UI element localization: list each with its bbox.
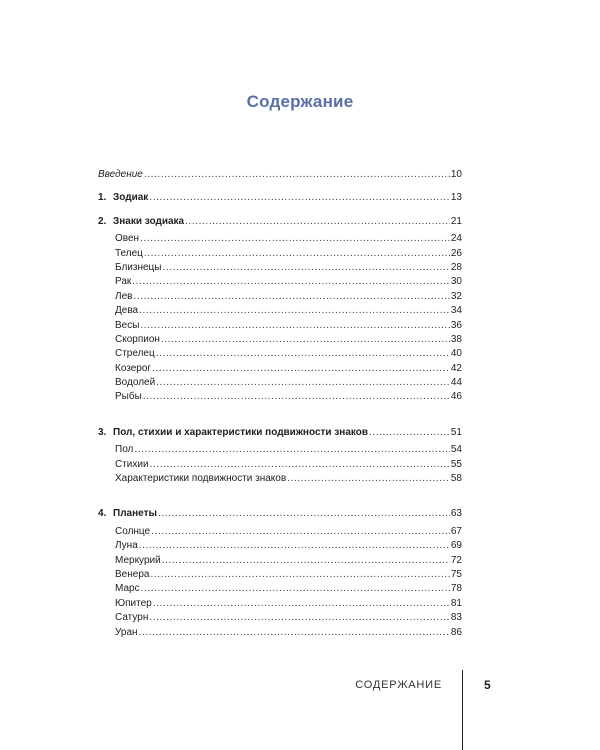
toc-page-number: 81 bbox=[450, 597, 462, 609]
toc-subentry-label: Марс bbox=[115, 583, 140, 595]
toc-subentry-label: Луна bbox=[115, 540, 138, 552]
page-title: Содержание bbox=[246, 92, 354, 111]
toc-subentry-label: Пол bbox=[115, 444, 134, 456]
toc-page-number: 10 bbox=[450, 169, 462, 180]
dot-leader bbox=[369, 426, 450, 440]
toc-chapter-number: 4. bbox=[98, 508, 107, 520]
dot-leader bbox=[139, 304, 450, 318]
toc-chapter-label bbox=[98, 507, 157, 521]
toc-page-number: 34 bbox=[450, 305, 462, 317]
dot-leader bbox=[156, 347, 450, 361]
toc-spacer bbox=[98, 498, 462, 507]
dot-leader bbox=[149, 191, 450, 205]
toc-subentry-row[interactable] bbox=[98, 290, 462, 304]
toc-spacer bbox=[98, 182, 462, 191]
dot-leader bbox=[153, 597, 450, 611]
toc-page-number: 32 bbox=[450, 290, 462, 302]
folio-page-number: 5 bbox=[484, 678, 491, 692]
toc-page-number: 72 bbox=[450, 554, 462, 566]
toc-subentry-label: Рак bbox=[115, 276, 132, 288]
dot-leader bbox=[161, 333, 450, 347]
dot-leader bbox=[144, 247, 450, 261]
toc-page-number: 40 bbox=[450, 348, 462, 360]
toc-subentry-row[interactable] bbox=[98, 261, 462, 275]
dot-leader bbox=[156, 376, 450, 390]
toc-subentry-label: Сатурн bbox=[115, 612, 149, 624]
toc-chapter-row[interactable] bbox=[98, 191, 462, 205]
toc-subentry-row[interactable] bbox=[98, 443, 462, 457]
dot-leader bbox=[158, 507, 450, 521]
toc-chapter-label bbox=[98, 426, 368, 440]
dot-leader bbox=[185, 215, 450, 229]
toc-subentry-row[interactable] bbox=[98, 582, 462, 596]
toc-subentry-label: Характеристики подвижности знаков bbox=[115, 473, 287, 485]
toc-intro-row[interactable] bbox=[98, 168, 462, 182]
dot-leader bbox=[162, 261, 449, 275]
dot-leader bbox=[132, 275, 450, 289]
toc-subentry-label: Скорпион bbox=[115, 333, 160, 345]
dot-leader bbox=[152, 362, 450, 376]
toc-chapter-title: Пол, стихии и характеристики подвижности знаков bbox=[113, 426, 369, 438]
toc-chapter-row[interactable] bbox=[98, 215, 462, 229]
toc-subentry-label: Весы bbox=[115, 319, 140, 331]
toc-subentry-label: Солнце bbox=[115, 525, 151, 537]
toc-subentry-label: Меркурий bbox=[115, 554, 161, 566]
toc-page-number: 28 bbox=[450, 261, 462, 273]
toc-chapter-row[interactable] bbox=[98, 507, 462, 521]
toc-subentry-row[interactable] bbox=[98, 597, 462, 611]
toc-subentry-row[interactable] bbox=[98, 347, 462, 361]
toc-subentry-label: Рыбы bbox=[115, 391, 142, 403]
toc-subentry-label: Юпитер bbox=[115, 597, 152, 609]
dot-leader bbox=[144, 168, 450, 182]
toc-subentry-row[interactable] bbox=[98, 611, 462, 625]
dot-leader bbox=[139, 626, 450, 640]
dot-leader bbox=[139, 539, 450, 553]
toc-subentry-label: Уран bbox=[115, 626, 138, 638]
toc-page-number: 83 bbox=[450, 612, 462, 624]
toc-page-number: 78 bbox=[450, 583, 462, 595]
toc-page-number: 75 bbox=[450, 568, 462, 580]
toc-spacer bbox=[98, 486, 462, 498]
toc-page-number: 30 bbox=[450, 276, 462, 288]
toc-page-number: 42 bbox=[450, 362, 462, 374]
toc-subentry-row[interactable] bbox=[98, 333, 462, 347]
toc-entry-label: Введение bbox=[98, 169, 143, 180]
toc-subentry-row[interactable] bbox=[98, 568, 462, 582]
dot-leader bbox=[140, 319, 449, 333]
toc-subentry-label: Козерог bbox=[115, 362, 152, 374]
dot-leader bbox=[151, 525, 450, 539]
toc-subentry-row[interactable] bbox=[98, 275, 462, 289]
dot-leader bbox=[134, 443, 450, 457]
dot-leader bbox=[141, 582, 450, 596]
toc-page-number: 54 bbox=[450, 444, 462, 456]
toc-subentry-label: Телец bbox=[115, 247, 143, 259]
toc-chapter-number: 2. bbox=[98, 215, 107, 227]
toc-page-number: 46 bbox=[450, 391, 462, 403]
toc-subentry-row[interactable] bbox=[98, 626, 462, 640]
toc-subentry-label: Близнецы bbox=[115, 261, 162, 273]
toc-subentry-row[interactable] bbox=[98, 376, 462, 390]
toc-spacer bbox=[98, 206, 462, 215]
toc-chapter-title: Планеты bbox=[113, 508, 158, 520]
toc-page-number: 36 bbox=[450, 319, 462, 331]
toc-page-number: 58 bbox=[450, 473, 462, 485]
toc-subentry-label: Стихии bbox=[115, 458, 149, 470]
dot-leader bbox=[150, 568, 449, 582]
dot-leader bbox=[133, 290, 449, 304]
toc-subentry-label: Венера bbox=[115, 568, 150, 580]
toc-spacer bbox=[98, 640, 462, 652]
toc-subentry-row[interactable] bbox=[98, 390, 462, 404]
toc-page-number: 21 bbox=[450, 215, 462, 227]
dot-leader bbox=[140, 232, 450, 246]
toc-spacer bbox=[98, 405, 462, 417]
table-of-contents bbox=[98, 168, 462, 652]
toc-subentry-label: Дева bbox=[115, 305, 139, 317]
toc-page-number: 55 bbox=[450, 458, 462, 470]
toc-subentry-row[interactable] bbox=[98, 554, 462, 568]
toc-page-number: 69 bbox=[450, 540, 462, 552]
toc-page-number: 13 bbox=[450, 192, 462, 204]
toc-page-number: 24 bbox=[450, 233, 462, 245]
toc-page-number: 26 bbox=[450, 247, 462, 259]
toc-chapter-label bbox=[98, 215, 184, 229]
toc-subentry-label: Овен bbox=[115, 233, 140, 245]
toc-subentry-row[interactable] bbox=[98, 362, 462, 376]
dot-leader bbox=[149, 611, 450, 625]
toc-page-number: 51 bbox=[450, 426, 462, 438]
toc-subentry-label: Стрелец bbox=[115, 348, 155, 360]
footer-divider bbox=[462, 670, 463, 750]
toc-spacer bbox=[98, 417, 462, 426]
toc-subentry-row[interactable] bbox=[98, 458, 462, 472]
toc-page-number: 86 bbox=[450, 626, 462, 638]
toc-chapter-row[interactable] bbox=[98, 426, 462, 440]
running-footer-section: СОДЕРЖАНИЕ bbox=[355, 679, 442, 691]
toc-page-number: 38 bbox=[450, 333, 462, 345]
toc-chapter-title: Знаки зодиака bbox=[113, 215, 185, 227]
toc-subentry-label: Водолей bbox=[115, 377, 156, 389]
dot-leader bbox=[162, 554, 450, 568]
toc-chapter-label bbox=[98, 191, 148, 205]
chapters-list bbox=[98, 182, 462, 652]
toc-subentry-row[interactable] bbox=[98, 319, 462, 333]
toc-subentry-row[interactable] bbox=[98, 232, 462, 246]
toc-subentry-row[interactable] bbox=[98, 525, 462, 539]
toc-subentry-label: Лев bbox=[115, 290, 133, 302]
dot-leader bbox=[143, 390, 450, 404]
toc-subentry-row[interactable] bbox=[98, 472, 462, 486]
toc-chapter-number: 3. bbox=[98, 426, 107, 438]
toc-subentry-row[interactable] bbox=[98, 304, 462, 318]
dot-leader bbox=[287, 472, 450, 486]
toc-subentry-row[interactable] bbox=[98, 539, 462, 553]
toc-chapter-number: 1. bbox=[98, 192, 107, 204]
toc-page-number: 44 bbox=[450, 377, 462, 389]
toc-chapter-title: Зодиак bbox=[113, 192, 149, 204]
toc-page-number: 67 bbox=[450, 525, 462, 537]
dot-leader bbox=[150, 458, 450, 472]
toc-subentry-row[interactable] bbox=[98, 247, 462, 261]
toc-page-number: 63 bbox=[450, 508, 462, 520]
